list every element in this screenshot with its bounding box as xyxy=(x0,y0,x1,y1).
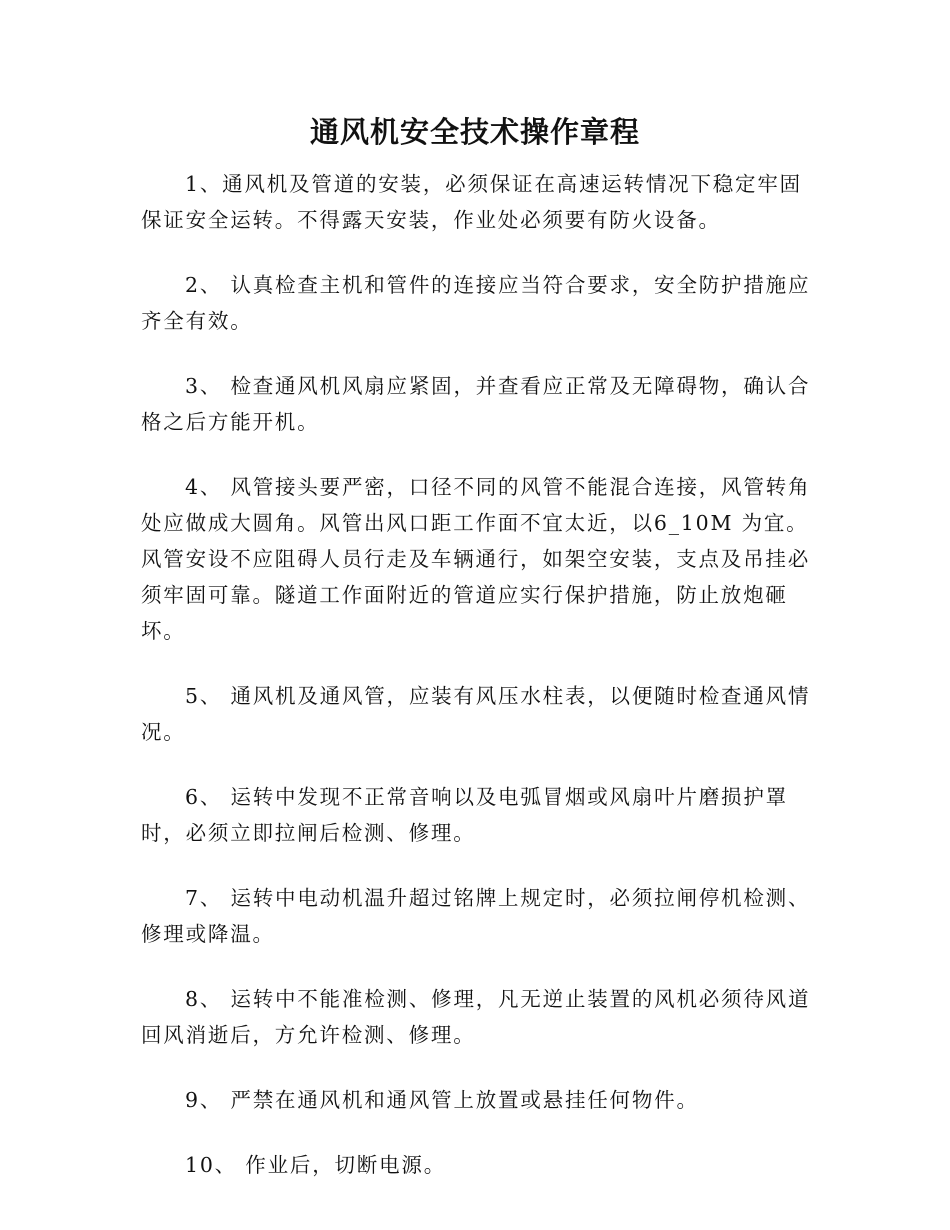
rule-item-5: 5、 通风机及通风管，应装有风压水柱表，以便随时检查通风情况。 xyxy=(141,684,811,744)
rule-item-4: 4、 风管接头要严密，口径不同的风管不能混合连接，风管转角处应做成大圆角。风管出风口距工作面不宜太近，以6_10M 为宜。风管安设不应阻碍人员行走及车辆通行，如架空安装，支点及吊挂必须牢固可靠。隧道工作面附近的管道应实行保护措施，防止放炮砸坏。 xyxy=(141,475,811,643)
rule-item-2: 2、 认真检查主机和管件的连接应当符合要求，安全防护措施应齐全有效。 xyxy=(141,273,811,333)
rule-item-3: 3、 检查通风机风扇应紧固，并查看应正常及无障碍物，确认合格之后方能开机。 xyxy=(141,374,811,434)
document-title: 通风机安全技术操作章程 xyxy=(309,115,640,149)
rule-item-1: 1、通风机及管道的安装，必须保证在高速运转情况下稳定牢固保证安全运转。不得露天安装，作业处必须要有防火设备。 xyxy=(141,172,802,232)
document-body xyxy=(141,166,811,1212)
rule-item-10: 10、 作业后，切断电源。 xyxy=(185,1153,447,1177)
rule-item-8: 8、 运转中不能准检测、修理，凡无逆止装置的风机必须待风道回风消逝后，方允许检测、修理。 xyxy=(141,987,811,1047)
rule-item-7: 7、 运转中电动机温升超过铭牌上规定时，必须拉闸停机检测、修理或降温。 xyxy=(141,886,811,946)
rule-item-9: 9、 严禁在通风机和通风管上放置或悬挂任何物件。 xyxy=(185,1088,699,1112)
rule-item-6: 6、 运转中发现不正常音响以及电弧冒烟或风扇叶片磨损护罩时，必须立即拉闸后检测、修理。 xyxy=(141,785,788,845)
